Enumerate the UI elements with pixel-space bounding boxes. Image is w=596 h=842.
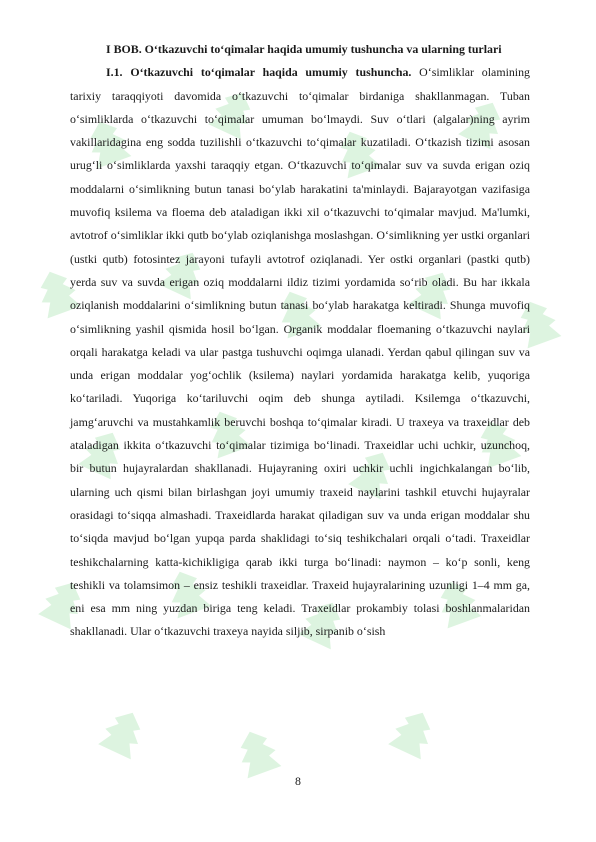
- watermark-figure: [98, 705, 149, 759]
- watermark-figure: [388, 705, 439, 759]
- page-number: 8: [295, 774, 301, 788]
- section-heading: I.1. O‘tkazuvchi to‘qimalar haqida umumiy tushuncha.: [106, 65, 412, 80]
- watermark-figure: [233, 726, 282, 779]
- chapter-title: I BOB. O‘tkazuvchi to‘qimalar haqida umumiy tushuncha va ularning turlari: [106, 42, 502, 56]
- section-body-text: O‘simliklar olamining tarixiy taraqqiyoti davomida o‘tkazuvchi to‘qimalar birdaniga shakllanmagan. Tuban o‘simliklarda o‘tkazuvchi to‘qimalar umuman bo‘lmaydi. Suv o‘tlari (algalar)ning ayrim vakillaridagina eng sodda tuzilishli o‘tkazuvchi to‘qimalar kuzatiladi. O‘tkazish tizimi asosan urug‘li o‘simliklarda yaxshi taraqqiy etgan. O‘tkazuvchi to‘qimalar suv va suvda erigan oziq moddalarni o‘simlikning butun tanasi bo‘ylab harakatini ta'minlaydi. Bajarayotgan vazifasiga muvofiq ksilema va floema deb ataladigan ikki xil o‘tkazuvchi to‘qimalar mavjud. Ma'lumki, avtotrof o‘simliklar ikki qutb bo‘ylab oziqlanishga moslashgan. O‘simlikning yer ustki organlari (ustki qutb) fotosintez jarayoni tufayli avtotrof oziqlanadi. Yer ostki organlari (pastki qutb) yerda suv va suvda erigan oziq moddalarni ildiz tizimi yordamida so‘rib oladi. Bu har ikkala oziqlanish moddalarini o‘simlikning butun tanasi bo‘ylab harakatga keltiradi. Shunga muvofiq o‘simlikning yashil qismida hosil bo‘lgan. Organik moddalar floemaning o‘tkazuvchi naylari orqali harakatga keladi va ular pastga tushuvchi oqimga ulanadi. Yerdan qabul qilingan suv va unda erigan moddalar yog‘ochlik (ksilema) naylari yordamida harakatga kelib, yuqoriga ko‘tariladi. Yuqoriga ko‘tariluvchi oqim deb shunga aytiladi. Ksilemga o‘tkazuvchi, jamg‘aruvchi va mustahkamlik beruvchi boshqa to‘qimalar kiradi. U traxeya va traxeidlar deb ataladigan ikkita o‘tkazuvchi to‘qimalar tizimiga bo‘linadi. Traxeidlar uchi uchkir, uzunchoq, bir butun hujayralardan shakllanadi. Hujayraning oxiri uchkir uchli ingichkalangan bo‘lib, ularning uch qismi bilan birlashgan joyi umumiy traxeid naylarini tashkil etuvchi hujayralar orasidagi to‘siqqa almashadi. Traxeidlarda harakat qiladigan suv va unda erigan moddalar shu to‘siqda mavjud bo‘lgan yupqa parda shaklidagi to‘siq teshikchalari orqali o‘tadi. Traxeidlar teshikchalarning katta-kichikligiga qarab ikki turga bo‘linadi: naymon – ko‘p sonli, keng teshikli va tolamsimon – ensiz teshikli traxeidlar. Traxeid hujayralarining uzunligi 1–4 mm ga, eni esa mm ning yuzdan biriga teng keladi. Traxeidlar prokambiy tolasi boshlanmalaridan shakllanadi. Ular o‘tkazuvchi traxeya nayida siljib, sirpanib o‘sish: [70, 65, 531, 639]
- document-body: [70, 38, 530, 644]
- section-paragraph: [70, 61, 530, 643]
